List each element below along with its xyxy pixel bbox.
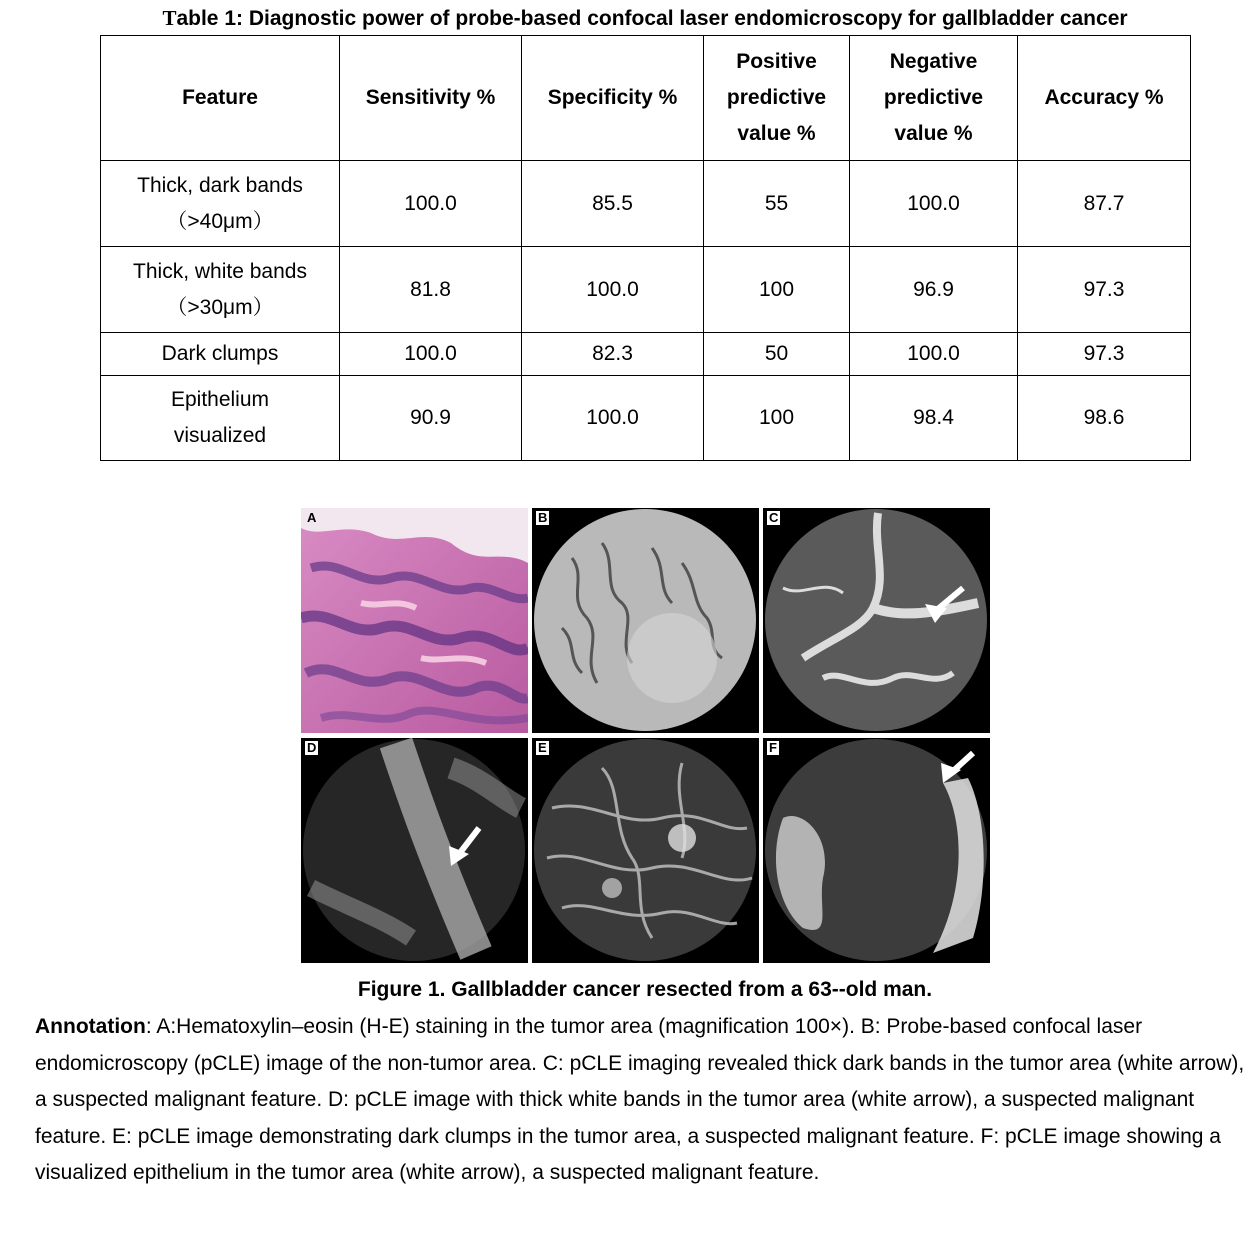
panel-b-label: B	[538, 510, 548, 525]
panel-e-label: E	[538, 740, 547, 755]
npv-cell: 98.4	[850, 376, 1018, 461]
ppv-cell: 50	[704, 333, 850, 376]
specificity-cell: 100.0	[522, 247, 704, 333]
accuracy-cell: 98.6	[1018, 376, 1191, 461]
header-npv-line1: Negative	[889, 50, 978, 73]
table-title-initial: T	[162, 6, 177, 30]
feature-threshold: （>40μm）	[166, 209, 274, 233]
feature-name: Thick, white bands	[133, 259, 307, 283]
pcle-image-f	[763, 738, 990, 963]
npv-cell: 96.9	[850, 247, 1018, 333]
feature-name: Epithelium	[170, 388, 270, 411]
feature-cell	[101, 247, 340, 333]
panel-b-non-tumor	[532, 508, 759, 733]
specificity-cell: 100.0	[522, 376, 704, 461]
header-feature: Feature	[101, 36, 340, 161]
header-npv	[850, 36, 1018, 161]
panel-c-label: C	[769, 510, 779, 525]
header-ppv-line2: predictive	[726, 86, 827, 109]
pcle-image-b	[532, 508, 759, 733]
ppv-cell: 100	[704, 247, 850, 333]
feature-qualifier: visualized	[173, 424, 267, 447]
accuracy-cell: 97.3	[1018, 333, 1191, 376]
header-npv-line2: predictive	[883, 86, 984, 109]
panel-e-dark-clumps	[532, 738, 759, 963]
table-header-row	[101, 36, 1191, 161]
sensitivity-cell: 90.9	[340, 376, 522, 461]
feature-cell: Dark clumps	[101, 333, 340, 376]
pcle-image-e	[532, 738, 759, 963]
ppv-cell: 100	[704, 376, 850, 461]
figure-caption: Figure 1. Gallbladder cancer resected from a 63--old man.	[357, 978, 933, 1001]
panel-a-label: A	[307, 510, 317, 525]
table-row	[101, 376, 1191, 461]
feature-cell	[101, 376, 340, 461]
panel-a-he-stain	[301, 508, 528, 733]
feature-cell	[101, 161, 340, 247]
diagnostic-table	[100, 35, 1191, 461]
panel-f-label: F	[769, 740, 777, 755]
panel-f-epithelium	[763, 738, 990, 963]
ppv-cell: 55	[704, 161, 850, 247]
header-ppv-line3: value %	[737, 122, 816, 145]
figure-1	[301, 508, 990, 963]
he-stain-image	[301, 508, 528, 733]
specificity-cell: 85.5	[522, 161, 704, 247]
annotation-text: : A:Hematoxylin–eosin (H-E) staining in the tumor area (magnification 100×). B: Probe-based confocal laser endomicroscopy (pCLE) image of the non-tumor area. C: pCLE imaging revealed thick dark bands in the tumor area (white arrow), a suspected malignant feature. D: pCLE image with thick white bands in the tumor area (white arrow), a suspected malignant feature. E: pCLE image demonstrating dark clumps in the tumor area, a suspected malignant feature. F: pCLE image showing a visualized epithelium in the tumor area (white arrow), a suspected malignant feature.	[35, 1015, 1245, 1185]
accuracy-cell: 87.7	[1018, 161, 1191, 247]
header-ppv	[704, 36, 850, 161]
table-row	[101, 333, 1191, 376]
accuracy-cell: 97.3	[1018, 247, 1191, 333]
panel-d-label: D	[307, 740, 317, 755]
specificity-cell: 82.3	[522, 333, 704, 376]
npv-cell: 100.0	[850, 161, 1018, 247]
npv-cell: 100.0	[850, 333, 1018, 376]
sensitivity-cell: 100.0	[340, 161, 522, 247]
panel-d-white-bands	[301, 738, 528, 963]
annotation-paragraph	[35, 1009, 1245, 1192]
feature-threshold: （>30μm）	[166, 295, 274, 319]
table-row	[101, 161, 1191, 247]
table-title-text: able 1: Diagnostic power of probe-based confocal laser endomicroscopy for gallbladder cancer	[176, 7, 1128, 30]
header-specificity: Specificity %	[522, 36, 704, 161]
pcle-image-c	[763, 508, 990, 733]
panel-c-dark-bands	[763, 508, 990, 733]
sensitivity-cell: 81.8	[340, 247, 522, 333]
pcle-image-d	[301, 738, 528, 963]
sensitivity-cell: 100.0	[340, 333, 522, 376]
annotation-heading: Annotation	[35, 1015, 146, 1038]
header-ppv-line1: Positive	[736, 50, 817, 73]
header-npv-line3: value %	[894, 122, 973, 145]
table-row	[101, 247, 1191, 333]
header-sensitivity: Sensitivity %	[340, 36, 522, 161]
feature-name: Thick, dark bands	[137, 173, 303, 197]
table-title	[0, 6, 1257, 31]
header-accuracy: Accuracy %	[1018, 36, 1191, 161]
